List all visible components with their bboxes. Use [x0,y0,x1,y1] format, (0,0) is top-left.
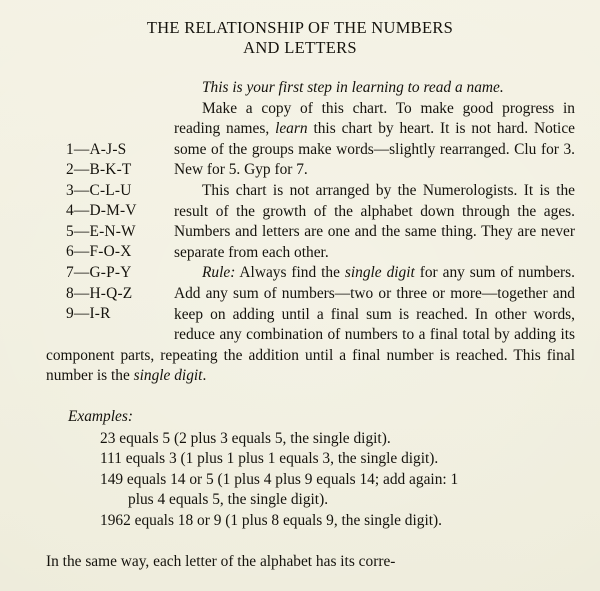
list-item [100,511,578,532]
paragraph-not-arranged: This chart is not arranged by the Numerologists. It is the result of the growth of the alphabet down through the ages. Numbers and letters are one and the same thing. They are never separate from each other. [174,181,575,261]
chart-row: 7—G-P-Y [66,264,132,282]
paragraph-3-part-b: for any sum of numbers. Add any sum of numbers—two or three or more—together and keep on adding until a final sum is reached. In other words, reduce any combination of numbers to a final total by adding its component parts, repeating the addition until a final number is reached. This final number is the [46,264,575,385]
chart-row: 6—F-O-X [66,243,132,261]
paragraph-1-part-b: this chart by heart. It is not hard. Notice some of the groups make words—slightly rearranged. Clu for 3. New for 5. Gyp for 7. [174,120,575,179]
chart-row: 5—E-N-W [66,222,136,240]
list-item [100,470,578,511]
page-title-line-1: THE RELATIONSHIP OF THE NUMBERS [146,18,454,37]
body-text-block [22,78,578,387]
paragraph-3-part-c: . [202,367,207,385]
paragraph-3-emphasis-single-digit: single digit [344,264,415,282]
example-text: 111 equals 3 (1 plus 1 plus 1 equals 3, the single digit). [100,450,439,468]
rule-label: Rule: [202,264,236,282]
chart-row: 9—I-R [66,305,111,323]
examples-section [22,407,578,532]
number-letter-chart [66,140,174,325]
chart-row: 4—D-M-V [66,202,137,220]
example-text: 23 equals 5 (2 plus 3 equals 5, the single digit). [100,429,391,447]
paragraph-3-part-a: Always find the [235,264,345,282]
example-text: 1962 equals 18 or 9 (1 plus 8 equals 9, the single digit). [100,511,442,529]
page-title-line-2: AND LETTERS [243,38,357,57]
example-continuation: plus 4 equals 5, the single digit). [128,491,329,509]
closing-paragraph: In the same way, each letter of the alphabet has its corre- [46,553,396,571]
examples-list [68,429,578,532]
chart-row: 1—A-J-S [66,140,127,158]
example-text: 149 equals 14 or 5 (1 plus 4 plus 9 equals 14; add again: 1 [100,470,459,488]
list-item [100,429,578,450]
chart-row: 2—B-K-T [66,161,132,179]
paragraph-1-emphasis-learn: learn [275,120,308,138]
paragraph-3-emphasis-single-digit-2: single digit [133,367,203,385]
page-title [22,0,578,58]
chart-row: 3—C-L-U [66,181,132,199]
paragraph-1-part-a: Make a copy of this chart. To make good progress in reading names, [174,99,575,138]
list-item [100,449,578,470]
chart-row: 8—H-Q-Z [66,284,133,302]
examples-heading: Examples: [68,407,133,425]
lead-italic-sentence: This is your first step in learning to read a name. [202,79,504,96]
